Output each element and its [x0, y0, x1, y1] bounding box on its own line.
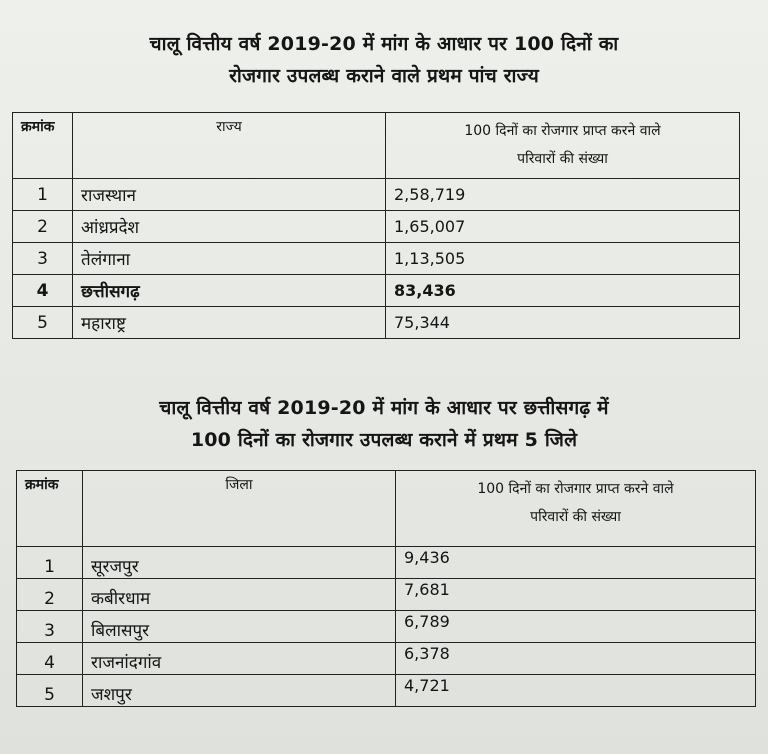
row-family-count: 6,378	[396, 643, 756, 675]
row-family-count: 6,789	[396, 611, 756, 643]
row-state-name: महाराष्ट्र	[73, 307, 386, 339]
row-district-name: बिलासपुर	[83, 611, 396, 643]
table-row	[13, 179, 740, 211]
table-row	[17, 547, 756, 579]
row-state-name: छत्तीसगढ़	[73, 275, 386, 307]
row-district-name: सूरजपुर	[83, 547, 396, 579]
states-table	[12, 112, 740, 339]
row-family-count: 83,436	[386, 275, 740, 307]
row-family-count: 4,721	[396, 675, 756, 707]
table-row-highlighted	[13, 275, 740, 307]
row-serial: 1	[17, 547, 83, 579]
row-serial: 3	[17, 611, 83, 643]
row-family-count: 1,13,505	[386, 243, 740, 275]
row-district-name: राजनांदगांव	[83, 643, 396, 675]
section2-heading	[0, 392, 768, 456]
row-serial: 1	[13, 179, 73, 211]
col-families-header-line2: परिवारों की संख्या	[530, 509, 621, 525]
row-serial: 2	[13, 211, 73, 243]
col-serial-header: क्रमांक	[13, 113, 73, 179]
row-serial: 3	[13, 243, 73, 275]
row-district-name: जशपुर	[83, 675, 396, 707]
table-header-row	[17, 471, 756, 547]
table-header-row	[13, 113, 740, 179]
table-row	[13, 211, 740, 243]
row-state-name: आंध्रप्रदेश	[73, 211, 386, 243]
row-serial: 4	[17, 643, 83, 675]
row-serial: 5	[13, 307, 73, 339]
row-state-name: तेलंगाना	[73, 243, 386, 275]
row-serial: 2	[17, 579, 83, 611]
col-families-header	[386, 113, 740, 179]
section2-heading-line1: चालू वित्तीय वर्ष 2019-20 में मांग के आधार पर छत्तीसगढ़ में	[159, 397, 609, 419]
table-row	[17, 643, 756, 675]
col-state-header: राज्य	[73, 113, 386, 179]
row-district-name: कबीरधाम	[83, 579, 396, 611]
table-row	[17, 611, 756, 643]
table-row	[13, 243, 740, 275]
col-families-header-line2: परिवारों की संख्या	[517, 151, 608, 167]
section1-heading-line1: चालू वित्तीय वर्ष 2019-20 में मांग के आधार पर 100 दिनों का	[149, 33, 619, 55]
districts-table	[16, 470, 756, 707]
section1-heading	[0, 28, 768, 92]
table-row	[13, 307, 740, 339]
col-serial-header: क्रमांक	[17, 471, 83, 547]
row-family-count: 7,681	[396, 579, 756, 611]
row-family-count: 1,65,007	[386, 211, 740, 243]
col-families-header	[396, 471, 756, 547]
col-families-header-line1: 100 दिनों का रोजगार प्राप्त करने वाले	[464, 123, 661, 139]
section1-heading-line2: रोजगार उपलब्ध कराने वाले प्रथम पांच राज्य	[229, 65, 539, 87]
row-serial: 4	[13, 275, 73, 307]
row-family-count: 9,436	[396, 547, 756, 579]
section2-heading-line2: 100 दिनों का रोजगार उपलब्ध कराने में प्रथम 5 जिले	[190, 429, 578, 451]
row-family-count: 75,344	[386, 307, 740, 339]
row-state-name: राजस्थान	[73, 179, 386, 211]
col-district-header: जिला	[83, 471, 396, 547]
row-family-count: 2,58,719	[386, 179, 740, 211]
row-serial: 5	[17, 675, 83, 707]
table-row	[17, 579, 756, 611]
col-families-header-line1: 100 दिनों का रोजगार प्राप्त करने वाले	[477, 481, 674, 497]
table-row	[17, 675, 756, 707]
